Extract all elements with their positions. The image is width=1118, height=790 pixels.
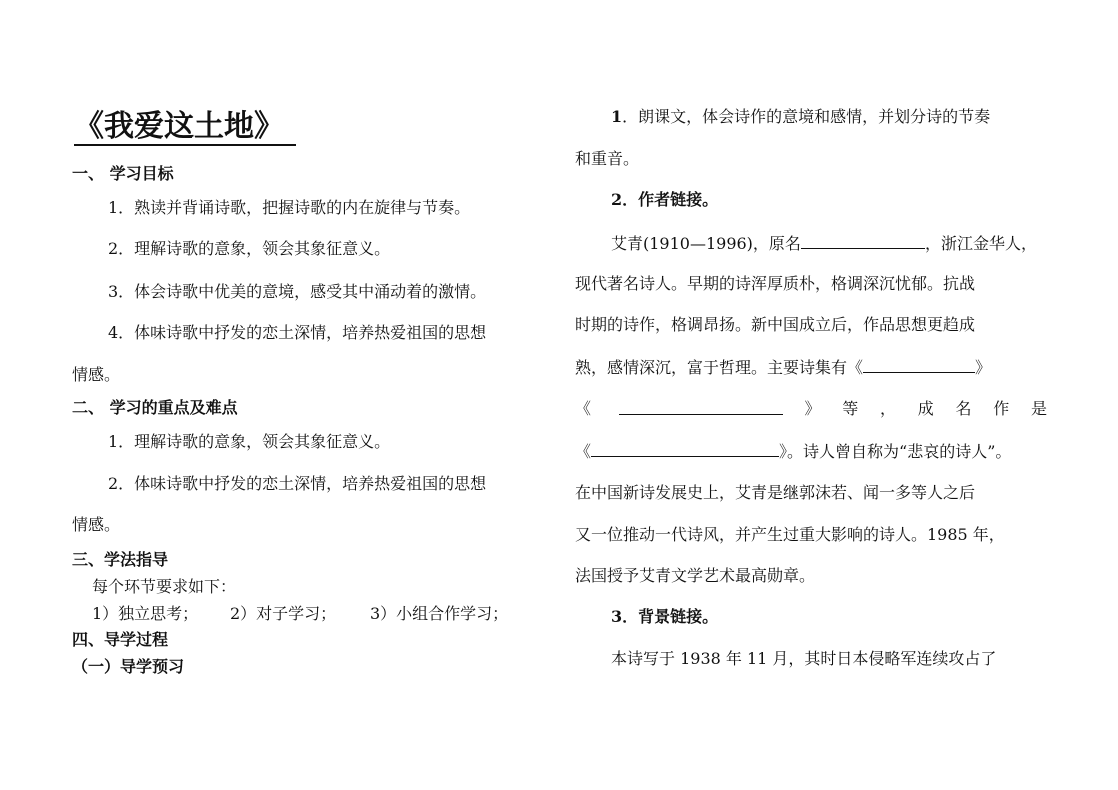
poem-collection-blank-2[interactable] — [619, 398, 783, 415]
section-heading-method: 三、学法指导 — [72, 550, 169, 569]
author-line-5 — [575, 398, 1047, 420]
author-line-9: 法国授予艾青文学艺术最高勋章。 — [575, 566, 816, 585]
method-item-1: 1）独立思考； — [92, 604, 199, 623]
line-5-word-1: 等 — [842, 399, 859, 418]
author-line-1 — [611, 232, 1037, 255]
page-title: 《我爱这土地》 — [74, 110, 296, 146]
method-intro: 每个环节要求如下： — [92, 577, 237, 596]
key-point-item-1: 1．理解诗歌的意象，领会其象征意义。 — [108, 432, 391, 451]
item-1-text: ．朗课文，体会诗作的意境和感情，并划分诗的节奏 — [622, 107, 991, 126]
key-point-item-2-continuation: 情感。 — [72, 515, 121, 534]
line-5-word-4: 名 — [955, 399, 972, 418]
line-5-word-2: ， — [879, 399, 896, 418]
author-line-1-end: ，浙江金华人， — [924, 234, 1037, 253]
author-line-7: 在中国新诗发展史上，艾青是继郭沫若、闻一多等人之后 — [575, 483, 976, 502]
goal-item-4: 4．体味诗歌中抒发的恋土深情，培养热爱祖国的思想 — [108, 323, 487, 342]
item-2-line — [611, 189, 718, 211]
item-1-number: 1 — [611, 107, 623, 126]
method-item-3: 3）小组合作学习； — [370, 604, 509, 623]
author-line-2: 现代著名诗人。早期的诗浑厚质朴，格调深沉忧郁。抗战 — [575, 274, 976, 293]
line-5-word-6: 是 — [1030, 399, 1047, 418]
author-line-8: 又一位推动一代诗风，并产生过重大影响的诗人。1985 年， — [575, 525, 1005, 544]
line-5-open-bracket: 《 — [575, 399, 592, 418]
goal-item-2: 2．理解诗歌的意象，领会其象征意义。 — [108, 239, 391, 258]
author-line-1-start: 艾青(1910—1996)，原名 — [611, 234, 801, 253]
masterpiece-blank[interactable] — [591, 440, 779, 457]
section-heading-process: 四、导学过程 — [72, 630, 169, 649]
item-2-heading: ．作者链接。 — [622, 190, 719, 209]
item-3-heading: ．背景链接。 — [622, 607, 719, 626]
line-5-word-5: 作 — [993, 399, 1010, 418]
section-heading-goals: 一、 学习目标 — [72, 164, 174, 183]
key-point-item-2: 2．体味诗歌中抒发的恋土深情，培养热爱祖国的思想 — [108, 474, 487, 493]
original-name-blank[interactable] — [801, 232, 925, 249]
author-line-4 — [575, 356, 991, 379]
goal-item-3: 3．体会诗歌中优美的意境，感受其中涌动着的激情。 — [108, 282, 487, 301]
line-5-word-3: 成 — [917, 399, 934, 418]
author-line-3: 时期的诗作，格调昂扬。新中国成立后，作品思想更趋成 — [575, 315, 976, 334]
item-3-number: 3 — [611, 607, 623, 626]
author-line-6 — [575, 440, 1011, 463]
line-5-close-bracket: 》 — [804, 399, 821, 418]
poem-collection-blank-1[interactable] — [863, 356, 975, 373]
goal-item-1: 1．熟读并背诵诗歌，把握诗歌的内在旋律与节奏。 — [108, 198, 471, 217]
line-6-end: 》。诗人曾自称为“悲哀的诗人”。 — [779, 442, 1012, 461]
item-2-number: 2 — [611, 190, 623, 209]
subsection-heading-preview: （一）导学预习 — [72, 657, 185, 676]
author-line-4-end: 》 — [975, 358, 992, 377]
item-1-line — [611, 106, 990, 128]
background-line-1: 本诗写于 1938 年 11 月，其时日本侵略军连续攻占了 — [611, 649, 997, 668]
section-heading-key-points: 二、 学习的重点及难点 — [72, 398, 238, 417]
line-6-open-bracket: 《 — [575, 442, 592, 461]
goal-item-4-continuation: 情感。 — [72, 365, 121, 384]
item-1-continuation: 和重音。 — [575, 149, 640, 168]
item-3-line — [611, 606, 718, 628]
author-line-4-start: 熟，感情深沉，富于哲理。主要诗集有《 — [575, 358, 864, 377]
method-item-2: 2）对子学习； — [230, 604, 337, 623]
